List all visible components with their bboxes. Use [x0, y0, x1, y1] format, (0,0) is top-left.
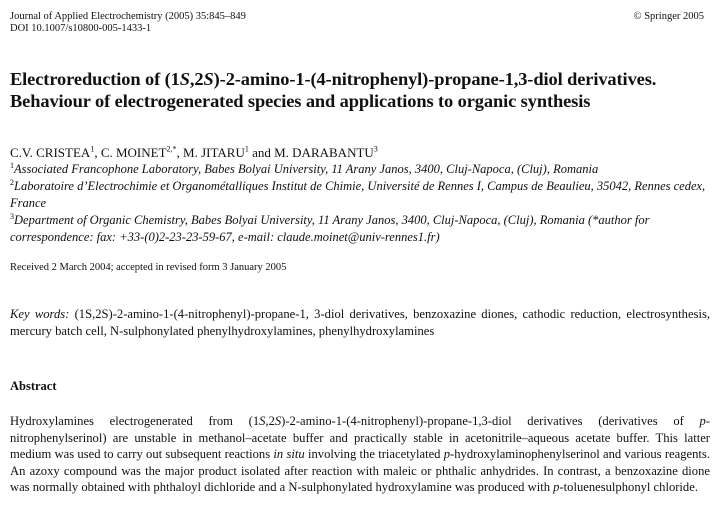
author: C.V. CRISTEA [10, 145, 91, 160]
journal-citation: Journal of Applied Electrochemistry (2005) 35:845–849 [10, 11, 246, 22]
paper-title-line2: Behaviour of electrogenerated species and applications to organic synthesis [10, 91, 591, 111]
author: M. DARABANTU [274, 145, 374, 160]
keywords-text: (1S,2S)-2-amino-1-(4-nitrophenyl)-propane-1, 3-diol derivatives, benzoxazine diones, cathodic reduction, electrosynthesis, mercury batch cell, N-sulphonylated phenylhydroxylamines, phenylhydroxylamines [10, 307, 710, 338]
doi[interactable]: DOI 10.1007/s10800-005-1433-1 [10, 23, 152, 34]
received-dates: Received 2 March 2004; accepted in revised form 3 January 2005 [10, 262, 287, 273]
keywords-label: Key words: [10, 307, 70, 321]
paper-title: Electroreduction of (1S,2S)-2-amino-1-(4-nitrophenyl)-propane-1,3-diol derivatives. Behaviour of electrogenerated species and applications to organic synthesis [10, 69, 657, 111]
abstract-body: Hydroxylamines electrogenerated from (1S,2S)-2-amino-1-(4-nitrophenyl)-propane-1,3-diol derivatives (derivatives of p-nitrophenylserinol) are unstable in methanol–acetate buffer and practically stable in acetonitrile–aqueous acetate buffer. This latter medium was used to carry out subsequent reactions in situ involving the triacetylated p-hydroxylaminophenylserinol and various reagents. An azoxy compound was the major product isolated after reaction with maleic or phthalic anhydrides. In contrast, a benzoxazine dione was normally obtained with phthaloyl dichloride and a N-sulphonylated hydroxylamine was produced with p-toluenesulphonyl chloride. [10, 414, 710, 494]
journal-header [10, 11, 246, 35]
author-list: C.V. CRISTEA$^1$, C. $MOINET^{2,*}$, M. JITARU$^1$ and M. DARABANTU$^3$ [10, 144, 378, 160]
affiliation-3: $^3$Department of Organic Chemistry, Babes Bolyai University, 11 Arany Janos, 3400, Cluj-Napoca, (Cluj), Romania (*author for correspondence: fax: +33-(0)2-23-23-59-67, e-mail: claude.moinet@univ-rennes1.fr) [10, 211, 650, 244]
affiliation-2: $^2$Laboratoire d’Electrochimie et Organométalliques Institut de Chimie, Université de Rennes I, Campus de Beaulieu, 35042, Rennes cedex, France [10, 177, 706, 210]
author: C. MOINET [100, 145, 167, 160]
keywords [10, 306, 710, 339]
affiliation-1: $^1$Associated Francophone Laboratory, Babes Bolyai University, 11 Arany Janos, 3400, Cluj-Napoca, (Cluj), Romania [10, 160, 599, 176]
copyright-notice: © Springer 2005 [633, 11, 704, 22]
abstract-heading: Abstract [10, 379, 57, 393]
author: M. JITARU [183, 145, 245, 160]
